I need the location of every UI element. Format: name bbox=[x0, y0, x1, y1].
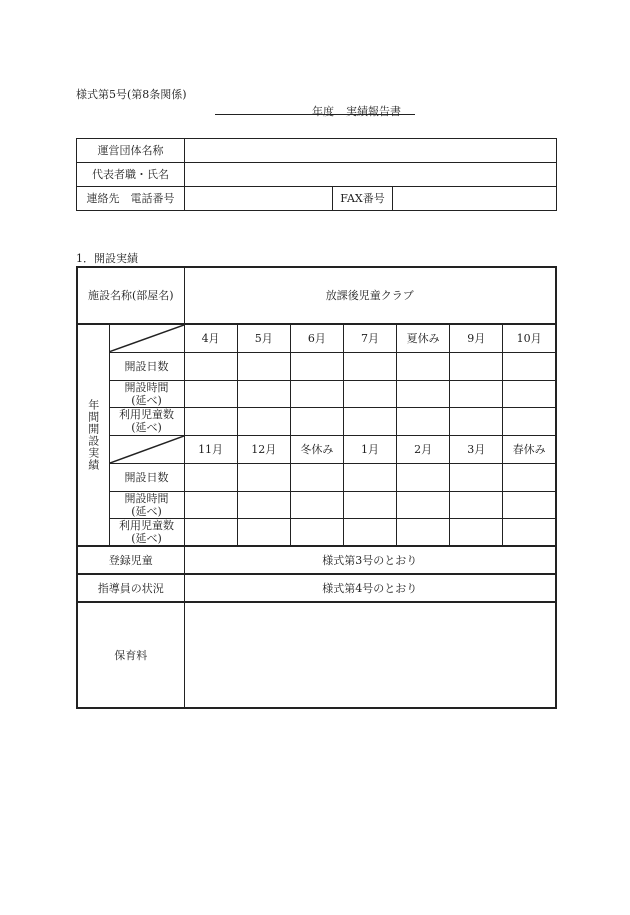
data-cell[interactable] bbox=[450, 380, 503, 407]
month-header: 12月 bbox=[237, 435, 290, 463]
data-cell[interactable] bbox=[237, 463, 290, 491]
diagonal-cell-top bbox=[109, 324, 184, 352]
staff-value: 様式第4号のとおり bbox=[184, 574, 556, 602]
data-cell[interactable] bbox=[450, 463, 503, 491]
row-label-children bbox=[109, 407, 184, 435]
data-cell[interactable] bbox=[343, 463, 396, 491]
data-cell[interactable] bbox=[290, 352, 343, 380]
month-header: 10月 bbox=[503, 324, 556, 352]
row-label-hours-line2: (延べ) bbox=[131, 504, 162, 518]
data-cell[interactable] bbox=[343, 491, 396, 518]
data-cell[interactable] bbox=[290, 407, 343, 435]
data-cell[interactable] bbox=[343, 518, 396, 546]
month-header: 冬休み bbox=[290, 435, 343, 463]
form-number: 様式第5号(第8条関係) bbox=[76, 88, 187, 101]
data-cell[interactable] bbox=[237, 491, 290, 518]
staff-label: 指導員の状況 bbox=[77, 574, 184, 602]
data-cell[interactable] bbox=[237, 518, 290, 546]
data-cell[interactable] bbox=[184, 491, 237, 518]
document-title bbox=[312, 103, 413, 119]
row-label-children-line2: (延べ) bbox=[131, 421, 162, 434]
fee-label: 保育料 bbox=[77, 602, 184, 708]
representative-field[interactable] bbox=[185, 163, 557, 187]
month-header: 7月 bbox=[343, 324, 396, 352]
facility-label: 施設名称(部屋名) bbox=[77, 267, 184, 324]
month-header: 春休み bbox=[503, 435, 556, 463]
month-header: 11月 bbox=[184, 435, 237, 463]
registered-label: 登録児童 bbox=[77, 546, 184, 574]
annual-label: 年間開設実績 bbox=[86, 399, 100, 471]
row-label-children-line1: 利用児童数 bbox=[119, 518, 174, 532]
data-cell[interactable] bbox=[397, 463, 450, 491]
title-main: 実績報告書 bbox=[346, 105, 401, 118]
month-header: 5月 bbox=[237, 324, 290, 352]
data-cell[interactable] bbox=[450, 407, 503, 435]
org-name-field[interactable] bbox=[185, 139, 557, 163]
phone-label: 連絡先 電話番号 bbox=[77, 187, 185, 211]
month-header: 9月 bbox=[450, 324, 503, 352]
data-cell[interactable] bbox=[503, 518, 556, 546]
data-cell[interactable] bbox=[237, 352, 290, 380]
row-label-hours-line1: 開設時間 bbox=[124, 380, 169, 394]
data-cell[interactable] bbox=[397, 518, 450, 546]
fax-label: FAX番号 bbox=[333, 187, 393, 211]
data-cell[interactable] bbox=[184, 407, 237, 435]
data-cell[interactable] bbox=[450, 518, 503, 546]
operation-table bbox=[76, 266, 557, 709]
data-cell[interactable] bbox=[184, 518, 237, 546]
data-cell[interactable] bbox=[450, 352, 503, 380]
row-label-children-line2: (延べ) bbox=[131, 531, 162, 545]
representative-label: 代表者職・氏名 bbox=[77, 163, 185, 187]
row-label-days: 開設日数 bbox=[109, 352, 184, 380]
data-cell[interactable] bbox=[503, 380, 556, 407]
fee-field[interactable] bbox=[184, 602, 556, 708]
month-header: 2月 bbox=[397, 435, 450, 463]
title-year: 年度 bbox=[312, 105, 334, 118]
data-cell[interactable] bbox=[343, 407, 396, 435]
section-title: 1．開設実績 bbox=[76, 252, 138, 265]
month-header: 4月 bbox=[184, 324, 237, 352]
row-label-hours-line2: (延べ) bbox=[131, 393, 162, 407]
organization-table bbox=[76, 138, 557, 211]
data-cell[interactable] bbox=[503, 407, 556, 435]
row-label-days: 開設日数 bbox=[109, 463, 184, 491]
data-cell[interactable] bbox=[503, 491, 556, 518]
phone-field[interactable] bbox=[185, 187, 333, 211]
row-label-children-line1: 利用児童数 bbox=[119, 408, 174, 421]
data-cell[interactable] bbox=[184, 380, 237, 407]
data-cell[interactable] bbox=[290, 463, 343, 491]
data-cell[interactable] bbox=[184, 463, 237, 491]
data-cell[interactable] bbox=[343, 380, 396, 407]
month-header: 3月 bbox=[450, 435, 503, 463]
row-label-hours-line1: 開設時間 bbox=[124, 491, 169, 505]
data-cell[interactable] bbox=[397, 407, 450, 435]
data-cell[interactable] bbox=[503, 463, 556, 491]
data-cell[interactable] bbox=[290, 491, 343, 518]
data-cell[interactable] bbox=[237, 380, 290, 407]
data-cell[interactable] bbox=[397, 491, 450, 518]
row-label-hours bbox=[109, 491, 184, 518]
data-cell[interactable] bbox=[290, 380, 343, 407]
data-cell[interactable] bbox=[184, 352, 237, 380]
fax-field[interactable] bbox=[393, 187, 557, 211]
registered-value: 様式第3号のとおり bbox=[184, 546, 556, 574]
data-cell[interactable] bbox=[397, 352, 450, 380]
month-header: 夏休み bbox=[397, 324, 450, 352]
diagonal-cell-bottom bbox=[109, 435, 184, 463]
month-header: 6月 bbox=[290, 324, 343, 352]
org-name-label: 運営団体名称 bbox=[77, 139, 185, 163]
month-header: 1月 bbox=[343, 435, 396, 463]
facility-value: 放課後児童クラブ bbox=[184, 267, 556, 324]
data-cell[interactable] bbox=[503, 352, 556, 380]
row-label-children bbox=[109, 518, 184, 546]
data-cell[interactable] bbox=[450, 491, 503, 518]
data-cell[interactable] bbox=[290, 518, 343, 546]
data-cell[interactable] bbox=[343, 352, 396, 380]
data-cell[interactable] bbox=[237, 407, 290, 435]
annual-label-cell bbox=[77, 324, 109, 546]
row-label-hours bbox=[109, 380, 184, 407]
data-cell[interactable] bbox=[397, 380, 450, 407]
